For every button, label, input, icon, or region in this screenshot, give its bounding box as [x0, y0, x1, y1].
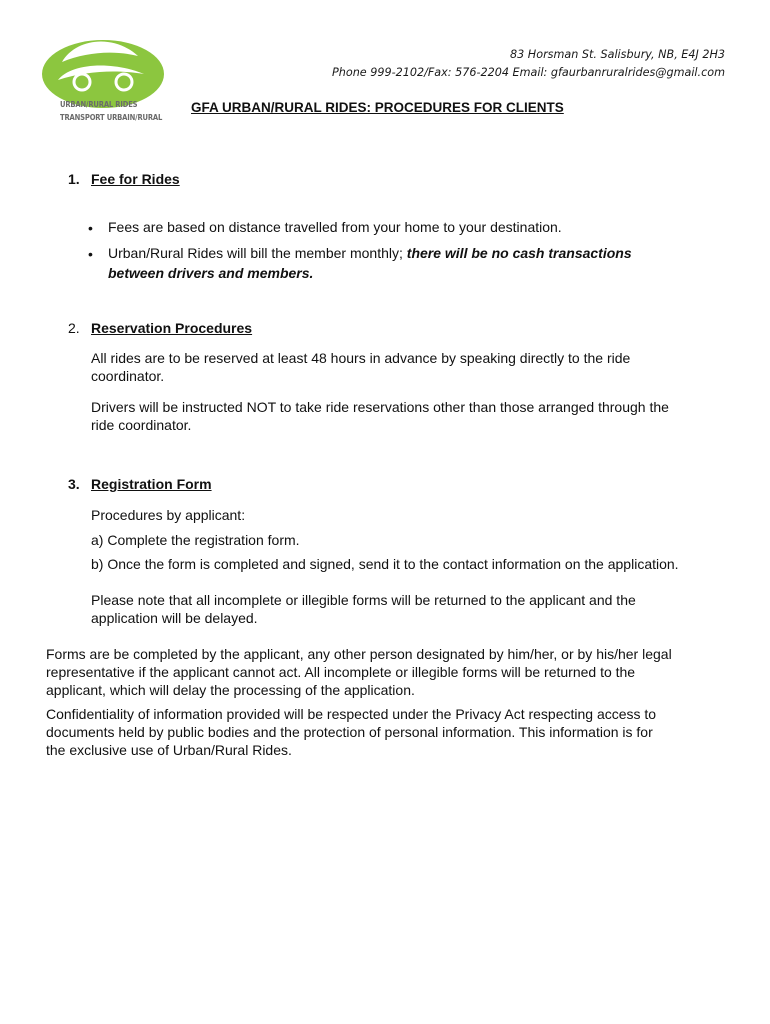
section-2-heading: Reservation Procedures [91, 320, 253, 336]
bullet-icon: • [88, 246, 93, 262]
fee-bullet-2-emphasis-a: there will be no cash transactions [406, 245, 632, 261]
section-1-number: 1. [68, 171, 80, 187]
registration-intro: Procedures by applicant: [91, 507, 246, 523]
reservation-p1-line2: coordinator. [91, 368, 165, 384]
registration-note-line1: Please note that all incomplete or illegible forms will be returned to the applicant and the [91, 592, 636, 608]
logo-line1: URBAN/RURAL RIDES [60, 100, 138, 109]
contact-info [332, 46, 725, 82]
registration-step-a: a) Complete the registration form. [91, 532, 300, 548]
section-1-heading: Fee for Rides [91, 171, 180, 187]
footer-p2-line3: the exclusive use of Urban/Rural Rides. [46, 742, 292, 758]
section-3-heading: Registration Form [91, 476, 212, 492]
fee-bullet-2 [108, 244, 728, 262]
footer-p1-line2: representative if the applicant cannot act. All incomplete or illegible forms will be returned to the [46, 664, 636, 680]
fee-bullet-2-line2 [108, 264, 313, 282]
registration-note-line2: application will be delayed. [91, 610, 258, 626]
logo-line2: TRANSPORT URBAIN/RURAL [60, 113, 163, 122]
footer-p1-line1: Forms are be completed by the applicant, any other person designated by him/her, or by his/her legal [46, 646, 672, 662]
footer-p1-line3: applicant, which will delay the processing of the application. [46, 682, 415, 698]
registration-step-b: b) Once the form is completed and signed, send it to the contact information on the application. [91, 556, 679, 572]
logo-text [60, 98, 162, 124]
fee-bullet-1: Fees are based on distance travelled from your home to your destination. [108, 219, 562, 235]
reservation-p2-line2: ride coordinator. [91, 417, 192, 433]
bullet-icon: • [88, 220, 93, 236]
fee-bullet-2-plain: Urban/Rural Rides will bill the member monthly; [108, 245, 407, 261]
reservation-p1-line1: All rides are to be reserved at least 48 hours in advance by speaking directly to the ride [91, 350, 631, 366]
reservation-p2-line1: Drivers will be instructed NOT to take ride reservations other than those arranged through the [91, 399, 669, 415]
section-2-number: 2. [68, 320, 80, 336]
fee-bullet-2-emphasis-b: between drivers and members. [108, 265, 314, 281]
footer-p2-line1: Confidentiality of information provided will be respected under the Privacy Act respecting access to [46, 706, 657, 722]
page-title: GFA URBAN/RURAL RIDES: PROCEDURES FOR CLIENTS [191, 100, 564, 115]
section-3-number: 3. [68, 476, 80, 492]
phone-fax-email: Phone 999-2102/Fax: 576-2204 Email: gfaurbanruralrides@gmail.com [332, 66, 725, 79]
address: 83 Horsman St. Salisbury, NB, E4J 2H3 [510, 48, 725, 61]
footer-p2-line2: documents held by public bodies and the protection of personal information. This information is for [46, 724, 653, 740]
